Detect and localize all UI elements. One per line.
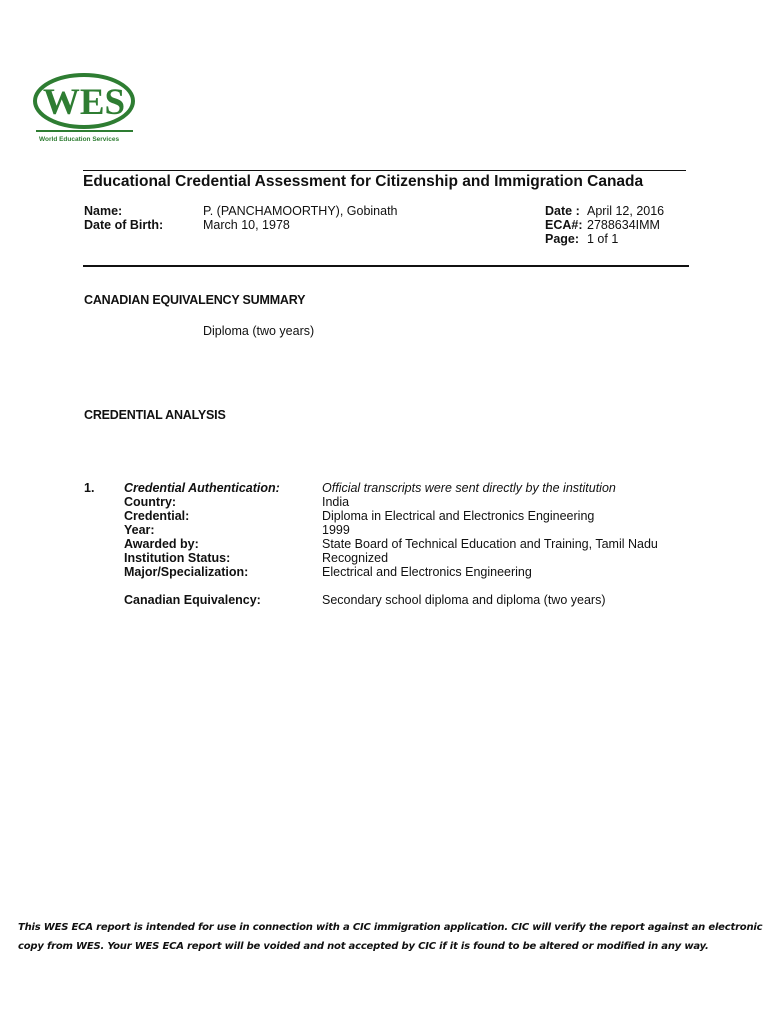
institution-status-value: Recognized: [322, 551, 389, 565]
wes-logo: [30, 72, 140, 144]
analysis-heading: CREDENTIAL ANALYSIS: [84, 408, 226, 422]
page-value: 1 of 1: [587, 232, 619, 246]
dob-label: Date of Birth:: [84, 218, 164, 232]
awarded-by-value: State Board of Technical Education and Training, Tamil Nadu: [322, 537, 658, 551]
page-label: Page:: [545, 232, 580, 246]
institution-status-label: Institution Status:: [124, 551, 231, 565]
summary-heading: CANADIAN EQUIVALENCY SUMMARY: [84, 293, 306, 307]
date-value: April 12, 2016: [587, 204, 665, 218]
country-value: India: [322, 495, 350, 509]
item-number: 1.: [84, 481, 95, 495]
equivalency-value: Secondary school diploma and diploma (two years): [322, 593, 606, 607]
year-label: Year:: [124, 523, 155, 537]
header-rule: [83, 265, 689, 267]
equivalency-label: Canadian Equivalency:: [124, 593, 261, 607]
awarded-by-label: Awarded by:: [124, 537, 199, 551]
major-value: Electrical and Electronics Engineering: [322, 565, 532, 579]
logo-mark: WES: [42, 82, 126, 123]
eca-label: ECA#:: [545, 218, 583, 232]
credential-label: Credential:: [124, 509, 190, 523]
eca-value: 2788634IMM: [587, 218, 660, 232]
name-value: P. (PANCHAMOORTHY), Gobinath: [203, 204, 398, 218]
year-value: 1999: [322, 523, 350, 537]
major-label: Major/Specialization:: [124, 565, 249, 579]
dob-value: March 10, 1978: [203, 218, 290, 232]
top-rule: [83, 170, 686, 171]
document-title: Educational Credential Assessment for Citizenship and Immigration Canada: [83, 173, 644, 190]
country-label: Country:: [124, 495, 177, 509]
authentication-label: Credential Authentication:: [124, 481, 280, 495]
credential-value: Diploma in Electrical and Electronics Engineering: [322, 509, 595, 523]
name-label: Name:: [84, 204, 123, 218]
date-label: Date :: [545, 204, 580, 218]
summary-value: Diploma (two years): [203, 324, 315, 338]
disclaimer-text: This WES ECA report is intended for use in connection with a CIC immigration application. CIC will verify the report against an electronic copy from WES. Your WES ECA report will be voided and not accepted by CIC if it is found to be altered or modified in any way.: [18, 922, 763, 952]
authentication-value: Official transcripts were sent directly by the institution: [322, 481, 616, 495]
logo-org-name: World Education Services: [39, 136, 120, 143]
